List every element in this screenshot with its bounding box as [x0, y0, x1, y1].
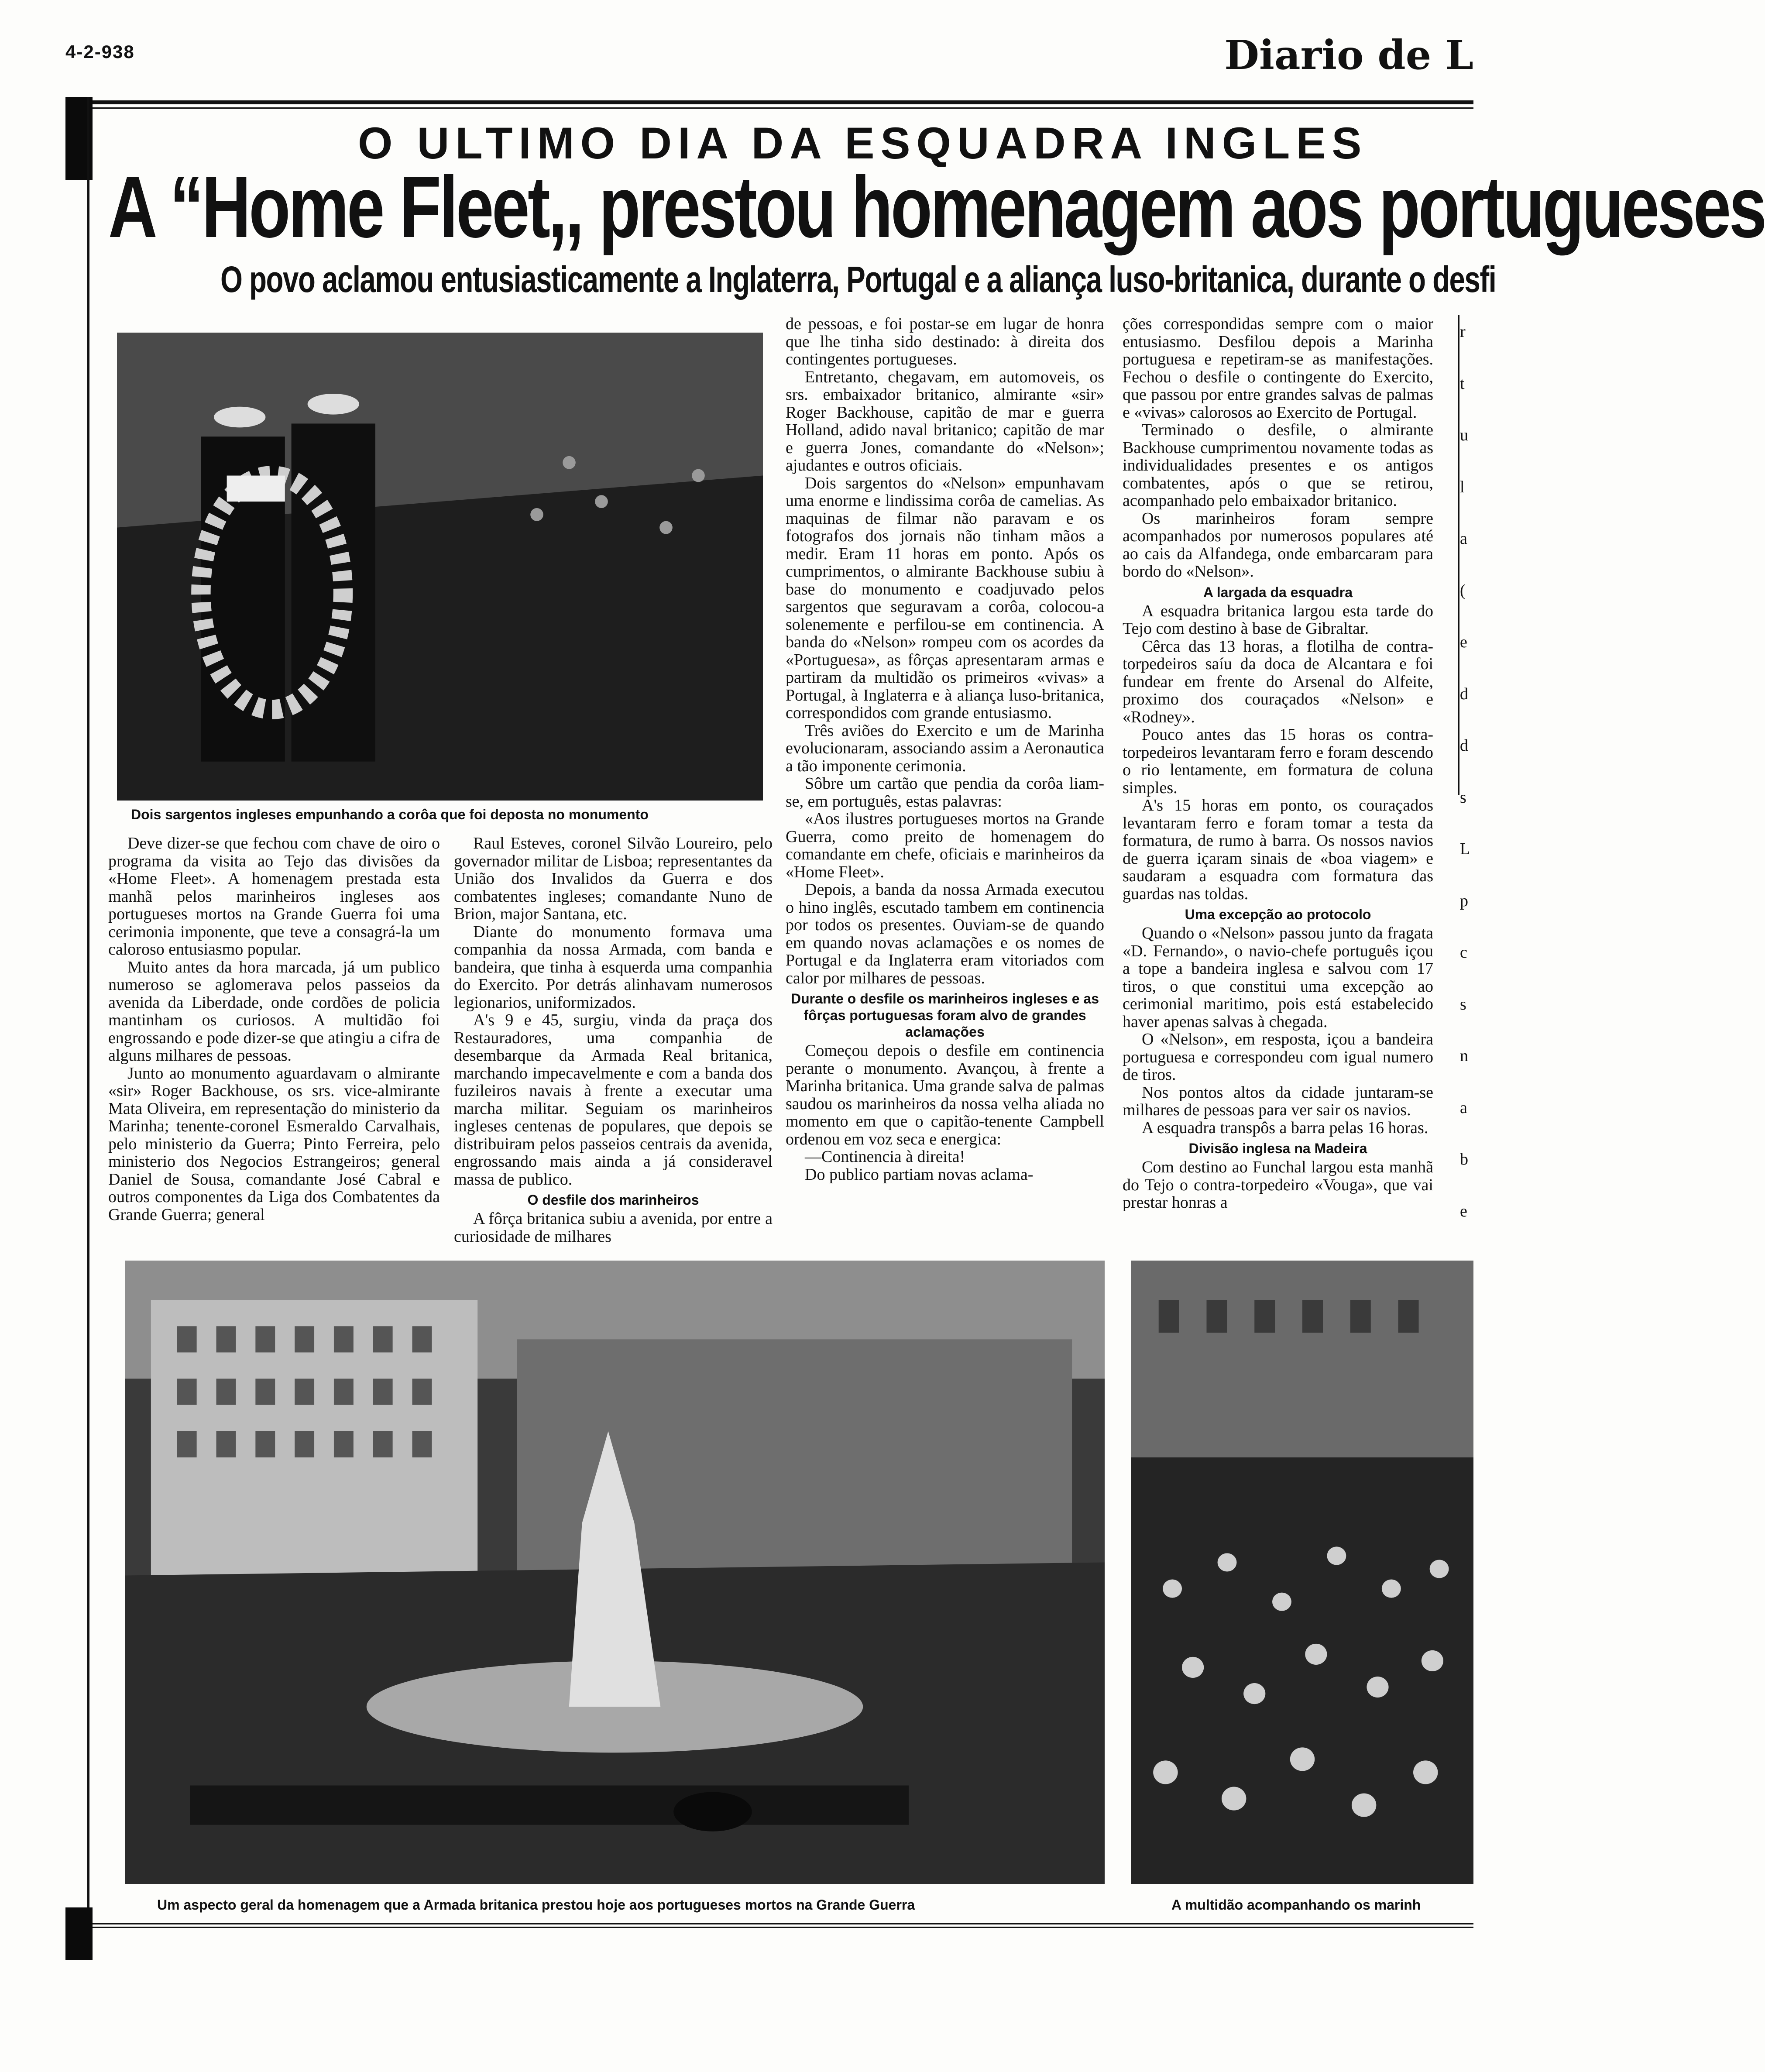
paragraph: Do publico partiam novas aclama-	[805, 1165, 1034, 1184]
column-rule-right	[1458, 315, 1459, 795]
photo-crowd	[1131, 1261, 1473, 1884]
left-margin-line	[87, 97, 89, 1930]
paragraph: A's 15 horas em ponto, os couraçados levantaram ferro e foram tomar a testa da formatura, de rumo à barra. Os nossos navios de guerra içaram sinais de «boa viagem» e saudaram a esquadra com formatura das guardas nas toldas.	[1123, 796, 1433, 903]
paragraph: Com destino ao Funchal largou esta manhã do Tejo o contra-torpedeiro «Vouga», que vai prestar honras a	[1123, 1158, 1433, 1212]
paragraph: «Aos ilustres portugueses mortos na Grande Guerra, como preito de homenagem do comandante em chefe, oficiais e marinheiros da «Home Fleet».	[786, 810, 1104, 881]
cropped-text-fragment: (	[1460, 581, 1466, 600]
top-rule	[65, 100, 1473, 104]
paragraph: Junto ao monumento aguardavam o almirante «sir» Roger Backhouse, os srs. vice-almirante Mata Oliveira, em representação do ministerio da Marinha; tenente-coronel Esmeraldo Carvalhais, pelo ministerio da Guerra; Pinto Ferreira, pelo ministerio dos Negocios Estrangeiros; general Daniel de Sousa, comandante José Cabral e outros componentes da Liga dos Combatentes da Grande Guerra; general	[108, 1064, 440, 1224]
article-column-1	[108, 835, 440, 1223]
cropped-text-fragment: L	[1460, 840, 1470, 858]
cropped-text-fragment: l	[1460, 478, 1465, 496]
paragraph: Três aviões do Exercito e um de Marinha evolucionaram, associando assim a Aeronautica a tão imponente cerimonia.	[786, 721, 1104, 775]
article-column-3	[786, 315, 1104, 1183]
paragraph: Entretanto, chegavam, em automoveis, os srs. embaixador britanico, almirante «sir» Roger Backhouse, capitão de mar e guerra Holland, adido naval britanico; capitão de mar e guerra Jones, comandante do «Nelson»; ajudantes e outros oficiais.	[786, 368, 1104, 474]
bottom-rule	[65, 1923, 1473, 1924]
paragraph: Quando o «Nelson» passou junto da fragata «D. Fernando», o navio-chefe português içou a tope a bandeira inglesa e salvou com 17 tiros, o que constitui uma excepção ao cerimonial maritimo, pois está estabelecido haver apenas salvas à chegada.	[1123, 924, 1433, 1031]
cropped-text-fragment: e	[1460, 633, 1467, 651]
paragraph: Sôbre um cartão que pendia da corôa liam-se, em português, estas palavras:	[786, 774, 1104, 811]
cropped-text-fragment: s	[1460, 788, 1466, 807]
cropped-text-fragment: p	[1460, 891, 1468, 910]
photo-monument-ceremony	[125, 1261, 1105, 1884]
subheading-excepcao: Uma excepção ao protocolo	[1185, 907, 1371, 922]
paragraph: ções correspondidas sempre com o maior entusiasmo. Desfilou depois a Marinha portuguesa e repetiram-se as manifestações. Fechou o desfile o contingente do Exercito, que passou por entre grandes salvas de palmas e «vivas» calorosos ao Exercito de Portugal.	[1123, 315, 1433, 422]
paragraph: A esquadra britanica largou esta tarde do Tejo com destino à base de Gibraltar.	[1123, 601, 1433, 638]
article-kicker: O ULTIMO DIA DA ESQUADRA INGLES	[358, 118, 1368, 168]
article-column-4	[1123, 315, 1433, 1212]
cropped-text-fragment: c	[1460, 943, 1467, 962]
caption-photo-right: A multidão acompanhando os marinh	[1171, 1897, 1421, 1913]
article-column-2	[454, 835, 773, 1245]
paragraph: Muito antes da hora marcada, já um publico numeroso se aglomerava pelos passeios da avenida da Liberdade, onde cordões de policia mantinham os curiosos. A multidão foi engrossando e pode dizer-se que atingiu a cifra de alguns milhares de pessoas.	[108, 958, 440, 1065]
cropped-text-fragment: d	[1460, 684, 1468, 703]
cropped-text-fragment: r	[1460, 323, 1466, 341]
paragraph: Nos pontos altos da cidade juntaram-se milhares de pessoas para ver sair os navios.	[1123, 1083, 1433, 1119]
article-headline: A “Home Fleet,, prestou homenagem aos portugueses	[108, 158, 1765, 256]
cropped-text-fragment: a	[1460, 529, 1467, 548]
left-margin-bar-bottom	[65, 1907, 93, 1960]
paragraph: Os marinheiros foram sempre acompanhados por numerosos populares até ao cais da Alfandega, onde embarcaram para bordo do «Nelson».	[1123, 509, 1433, 581]
cropped-text-fragment: s	[1460, 995, 1466, 1014]
paragraph: Cêrca das 13 horas, a flotilha de contra-torpedeiros saíu da doca de Alcantara e foi fundear em frente do Arsenal do Alfeite, proximo dos couraçados «Nelson» e «Rodney».	[1123, 637, 1433, 726]
paragraph: —Continencia à direita!	[805, 1148, 965, 1166]
paragraph: Dois sargentos do «Nelson» empunhavam uma enorme e lindissima corôa de camelias. As maquinas de filmar não paravam e os fotografos dos jornais não tinham mãos a medir. Eram 11 horas em ponto. Após os cumprimentos, o almirante Backhouse subiu à base do monumento e coadjuvado pelos sargentos que seguravam a corôa, colocou-a solenemente e perfilou-se em continencia. A banda do «Nelson» rompeu com os acordes da «Portuguesa», as fôrças apresentaram armas e partiram da multidão os primeiros «vivas» a Portugal, à Inglaterra e à aliança luso-britanica, correspondidos com grande entusiasmo.	[786, 474, 1104, 722]
paragraph: A's 9 e 45, surgiu, vinda da praça dos Restauradores, uma companhia de desembarque da Armada Real britanica, marchando impecavelmente e com a banda dos fuzileiros navais à frente a executar uma marcha militar. Seguiam os marinheiros ingleses centenas de populares, que depois se distribuiram pelos passeios centrais da avenida, engrossando mais ainda a já consideravel massa de publico.	[454, 1011, 773, 1189]
cropped-text-fragment: u	[1460, 426, 1468, 444]
cropped-text-fragment: a	[1460, 1098, 1467, 1117]
paragraph: Raul Esteves, coronel Silvão Loureiro, pelo governador militar de Lisboa; representantes da União dos Invalidos da Guerra e dos combatentes ingleses; comandante Nuno de Brion, major Santana, etc.	[454, 834, 773, 923]
paragraph: de pessoas, e foi postar-se em lugar de honra que lhe tinha sido destinado: à direita dos contingentes portugueses.	[786, 315, 1104, 368]
paragraph: O «Nelson», em resposta, içou a bandeira portuguesa e correspondeu com igual numero de tiros.	[1123, 1030, 1433, 1084]
paragraph: Diante do monumento formava uma companhia da nossa Armada, com banda e bandeira, que tinha à esquerda uma companhia do Exercito. Por detrás alinhavam numerosos legionarios, uniformizados.	[454, 922, 773, 1012]
cropped-column-5	[1460, 323, 1473, 1248]
paragraph: Depois, a banda da nossa Armada executou o hino inglês, escutado tambem em continencia por todos os presentes. Ouviam-se de quando em quando novas aclamações e os nomes de Portugal e da Inglaterra eram vitoriados com calor por milhares de pessoas.	[786, 880, 1104, 987]
cropped-text-fragment: t	[1460, 374, 1465, 393]
top-rule-thin	[65, 107, 1473, 109]
paragraph: Pouco antes das 15 horas os contra-torpedeiros levantaram ferro e foram descendo o rio lentamente, em formatura de coluna simples.	[1123, 725, 1433, 797]
paragraph: Deve dizer-se que fechou com chave de oiro o programa da visita ao Tejo das divisões da «Home Fleet». A homenagem prestada esta manhã pelos marinheiros ingleses aos portugueses mortos na Grande Guerra foi uma cerimonia imponente, que teve a consagrá-la um caloroso entusiasmo popular.	[108, 834, 440, 959]
cropped-text-fragment: b	[1460, 1150, 1468, 1168]
subheading-desfile: O desfile dos marinheiros	[527, 1192, 699, 1208]
cropped-text-fragment: d	[1460, 736, 1468, 755]
paragraph: A esquadra transpôs a barra pelas 16 horas.	[1142, 1118, 1428, 1137]
photo-sailors-wreath	[117, 333, 763, 801]
cropped-text-fragment: n	[1460, 1047, 1468, 1065]
subheading-largada: A largada da esquadra	[1203, 584, 1353, 600]
caption-photo-top: Dois sargentos ingleses empunhando a corôa que foi deposta no monumento	[131, 807, 649, 822]
cropped-text-fragment: e	[1460, 1202, 1467, 1220]
bottom-rule-thin	[65, 1927, 1473, 1928]
subheading-durante: Durante o desfile os marinheiros ingleses e as fôrças portuguesas foram alvo de grandes aclamações	[790, 991, 1099, 1040]
article-subheadline: O povo aclamou entusiasticamente a Inglaterra, Portugal e a aliança luso-britanica, durante o desfi	[220, 259, 1496, 300]
page-date: 4-2-938	[65, 41, 135, 62]
paragraph: A fôrça britanica subiu a avenida, por entre a curiosidade de milhares	[454, 1210, 773, 1246]
newspaper-masthead: Diario de L	[1224, 31, 1473, 79]
paragraph: Terminado o desfile, o almirante Backhouse cumprimentou novamente todas as individualidades presentes e os antigos combatentes, após o que se retirou, acompanhado pelo embaixador britanico.	[1123, 421, 1433, 510]
paragraph: Começou depois o desfile em continencia perante o monumento. Avançou, à frente a Marinha britanica. Uma grande salva de palmas saudou os marinheiros da nossa velha aliada no momento em que o capitão-tenente Campbell ordenou em voz seca e energica:	[786, 1041, 1104, 1148]
subheading-madeira: Divisão inglesa na Madeira	[1188, 1141, 1367, 1156]
caption-photo-bottom: Um aspecto geral da homenagem que a Armada britanica prestou hoje aos portugueses mortos na Grande Guerra	[157, 1897, 915, 1913]
